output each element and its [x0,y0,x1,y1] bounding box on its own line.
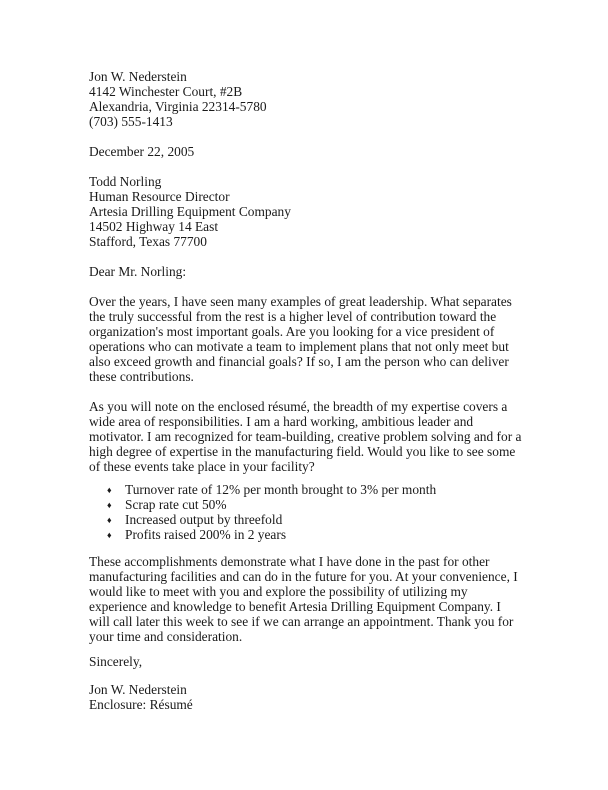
signature-name: Jon W. Nederstein [89,682,187,697]
paragraph-line: would like to meet with you and explore the possibility of utilizing my [89,584,468,599]
paragraph-line: high degree of expertise in the manufacturing field. Would you like to see some [89,444,516,459]
recipient-city: Stafford, Texas 77700 [89,234,207,249]
diamond-bullet-icon: ♦ [107,485,112,495]
diamond-bullet-icon: ♦ [107,530,112,540]
list-item-text: Scrap rate cut 50% [125,497,227,512]
list-item [107,527,436,542]
list-item [107,497,436,512]
recipient-name: Todd Norling [89,174,162,189]
paragraph-2 [89,399,521,474]
list-item-text: Profits raised 200% in 2 years [125,527,287,542]
paragraph-line: These accomplishments demonstrate what I have done in the past for other [89,554,490,569]
signature-block [89,682,193,712]
closing-block [89,654,142,669]
list-item [107,482,436,497]
enclosure-note: Enclosure: Résumé [89,697,193,712]
paragraph-line: wide area of responsibilities. I am a hard working, ambitious leader and [89,414,474,429]
paragraph-1 [89,294,512,384]
paragraph-line: organization's most important goals. Are you looking for a vice president of [89,324,495,339]
paragraph-line: also exceed growth and financial goals? If so, I am the person who can deliver [89,354,509,369]
paragraph-line: experience and knowledge to benefit Artesia Drilling Equipment Company. I [89,599,501,614]
sender-address [89,69,267,129]
recipient-title: Human Resource Director [89,189,230,204]
recipient-company: Artesia Drilling Equipment Company [89,204,291,219]
paragraph-line: the truly successful from the rest is a higher level of contribution toward the [89,309,497,324]
recipient-address [89,174,291,249]
accomplishments-list [107,482,436,542]
salutation: Dear Mr. Norling: [89,264,187,279]
diamond-bullet-icon: ♦ [107,500,112,510]
paragraph-line: Over the years, I have seen many examples of great leadership. What separates [89,294,512,309]
diamond-bullet-icon: ♦ [107,515,112,525]
paragraph-line: of these events take place in your facility? [89,459,315,474]
sender-phone: (703) 555-1413 [89,114,173,129]
sender-city: Alexandria, Virginia 22314-5780 [89,99,267,114]
recipient-street: 14502 Highway 14 East [89,219,219,234]
paragraph-line: these contributions. [89,369,194,384]
paragraph-line: motivator. I am recognized for team-building, creative problem solving and for a [89,429,522,444]
paragraph-line: As you will note on the enclosed résumé, the breadth of my expertise covers a [89,399,508,414]
list-item-text: Increased output by threefold [125,512,283,527]
letter-date: December 22, 2005 [89,144,195,159]
list-item [107,512,436,527]
sender-name: Jon W. Nederstein [89,69,187,84]
sender-street: 4142 Winchester Court, #2B [89,84,243,99]
letter-date-block [89,144,194,159]
paragraph-line: manufacturing facilities and can do in the future for you. At your convenience, I [89,569,518,584]
paragraph-line: operations who can motivate a team to implement plans that not only meet but [89,339,509,354]
closing: Sincerely, [89,654,143,669]
paragraph-3 [89,554,518,644]
paragraph-line: your time and consideration. [89,629,243,644]
salutation-block [89,264,186,279]
list-item-text: Turnover rate of 12% per month brought to 3% per month [125,482,437,497]
paragraph-line: will call later this week to see if we can arrange an appointment. Thank you for [89,614,514,629]
